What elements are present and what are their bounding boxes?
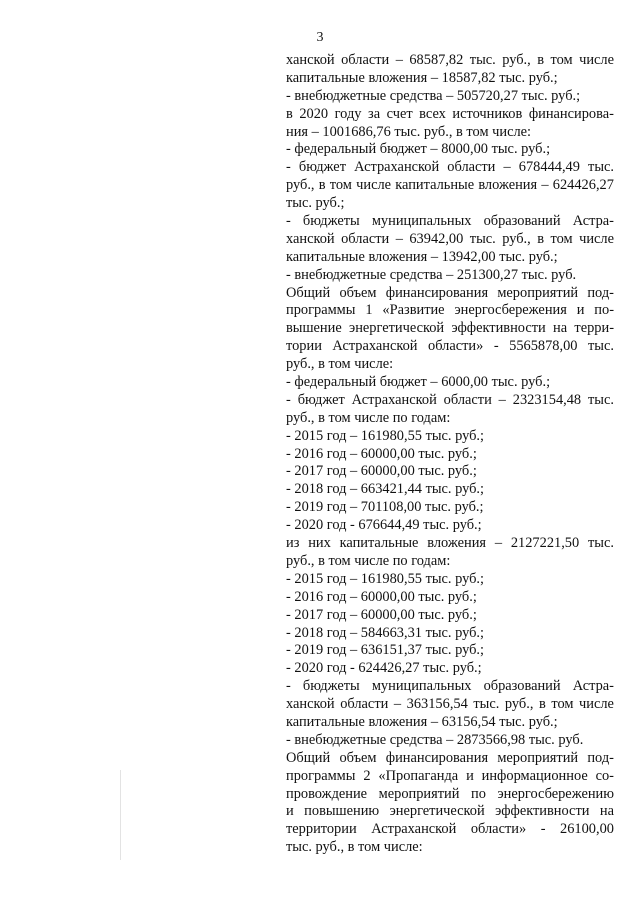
- text-line: провождение мероприятий по энергосбережению: [286, 785, 614, 802]
- text-line: тыс. руб., в том числе:: [286, 839, 423, 856]
- text-line: - бюджеты муниципальных образований Астра-: [286, 213, 614, 230]
- text-line: ханской области – 68587,82 тыс. руб., в том числе: [286, 52, 614, 68]
- text-line: - 2018 год – 663421,44 тыс. руб.;: [286, 481, 485, 498]
- text-line: - 2020 год - 624426,27 тыс. руб.;: [286, 660, 482, 677]
- text-line: - внебюджетные средства – 505720,27 тыс. руб.;: [286, 87, 581, 104]
- text-line: - внебюджетные средства – 251300,27 тыс. руб.: [286, 266, 577, 283]
- text-line: руб., в том числе по годам:: [286, 552, 451, 569]
- text-line: руб., в том числе по годам:: [286, 409, 451, 426]
- text-line: - 2018 год – 584663,31 тыс. руб.;: [286, 624, 485, 641]
- text-line: в 2020 году за счет всех источников финансирова-: [286, 105, 614, 122]
- text-line: - бюджет Астраханской области – 678444,49 тыс.: [286, 159, 614, 176]
- text-line: руб., в том числе капитальные вложения – 624426,27: [286, 177, 614, 194]
- text-line: - федеральный бюджет – 8000,00 тыс. руб.;: [286, 141, 551, 158]
- text-line: - федеральный бюджет – 6000,00 тыс. руб.;: [286, 374, 551, 391]
- text-line: капитальные вложения – 13942,00 тыс. руб.;: [286, 248, 558, 265]
- text-line: - 2019 год – 701108,00 тыс. руб.;: [286, 499, 484, 516]
- text-line: ханской области – 63942,00 тыс. руб., в том числе: [286, 230, 614, 247]
- text-line: тории Астраханской области» - 5565878,00 тыс.: [286, 338, 614, 355]
- text-line: - 2015 год – 161980,55 тыс. руб.;: [286, 570, 485, 587]
- text-line: и повышению энергетической эффективности на: [286, 803, 614, 820]
- text-line: - бюджеты муниципальных образований Астра-: [286, 678, 614, 695]
- text-line: программы 2 «Пропаганда и информационное со-: [286, 767, 614, 784]
- text-line: Общий объем финансирования мероприятий под-: [286, 749, 614, 766]
- text-line: руб., в том числе:: [286, 356, 394, 373]
- document-text-column: [286, 52, 614, 857]
- text-line: - 2015 год – 161980,55 тыс. руб.;: [286, 427, 485, 444]
- text-line: капитальные вложения – 63156,54 тыс. руб.;: [286, 713, 558, 730]
- text-line: - внебюджетные средства – 2873566,98 тыс. руб.: [286, 731, 584, 748]
- text-line: - 2017 год – 60000,00 тыс. руб.;: [286, 463, 477, 480]
- text-line: - 2020 год - 676644,49 тыс. руб.;: [286, 517, 482, 534]
- scan-artifact: [120, 770, 121, 860]
- text-line: - 2016 год – 60000,00 тыс. руб.;: [286, 445, 477, 462]
- text-line: ханской области – 363156,54 тыс. руб., в том числе: [286, 696, 614, 713]
- text-line: ния – 1001686,76 тыс. руб., в том числе:: [286, 123, 532, 140]
- text-line: из них капитальные вложения – 2127221,50 тыс.: [286, 535, 614, 552]
- page-number: 3: [316, 30, 324, 45]
- text-line: тыс. руб.;: [286, 195, 345, 212]
- text-line: программы 1 «Развитие энергосбережения и по-: [286, 302, 614, 319]
- text-line: территории Астраханской области» - 26100,00: [286, 821, 614, 838]
- text-line: - 2016 год – 60000,00 тыс. руб.;: [286, 588, 477, 605]
- text-line: - бюджет Астраханской области – 2323154,48 тыс.: [286, 391, 614, 408]
- text-line: капитальные вложения – 18587,82 тыс. руб.;: [286, 69, 558, 86]
- text-line: - 2019 год – 636151,37 тыс. руб.;: [286, 642, 485, 659]
- text-line: - 2017 год – 60000,00 тыс. руб.;: [286, 606, 477, 623]
- text-line: Общий объем финансирования мероприятий под-: [286, 284, 614, 301]
- text-line: вышение энергетической эффективности на терри-: [286, 320, 614, 337]
